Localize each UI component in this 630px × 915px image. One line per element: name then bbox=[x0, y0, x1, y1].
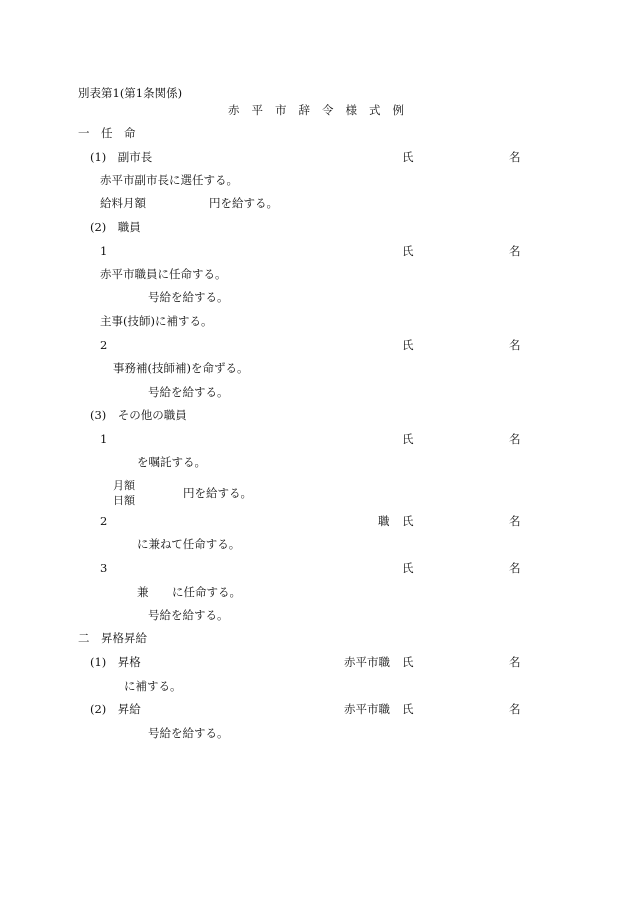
assignment-text: 主事(技師)に補する。 bbox=[100, 314, 213, 328]
given-name-label: 名 bbox=[509, 561, 521, 575]
appointment-text: 赤平市職員に任命する。 bbox=[100, 267, 227, 281]
surname-label: 氏 bbox=[402, 432, 414, 446]
appointment-text: 赤平市副市長に選任する。 bbox=[100, 173, 238, 187]
position-label: 赤平市職 bbox=[344, 655, 390, 669]
pay-grade-text: 号給を給する。 bbox=[148, 608, 229, 622]
pay-grade-text: 号給を給する。 bbox=[148, 290, 229, 304]
salary-text: 円を給する。 bbox=[209, 196, 278, 210]
given-name-label: 名 bbox=[509, 338, 521, 352]
item-number: 3 bbox=[100, 561, 108, 575]
item-number: 1 bbox=[100, 432, 108, 446]
section2-heading: 二 昇格昇給 bbox=[78, 631, 147, 645]
concurrent-label: 兼 bbox=[137, 585, 149, 599]
appendix-header: 別表第1(第1条関係) bbox=[78, 86, 183, 100]
item-number: 2 bbox=[100, 338, 108, 352]
section2-sub1-label: (1) 昇格 bbox=[90, 655, 141, 669]
surname-label: 氏 bbox=[402, 561, 414, 575]
surname-label: 氏 bbox=[402, 150, 414, 164]
section1-sub1-label: (1) 副市長 bbox=[90, 150, 153, 164]
given-name-label: 名 bbox=[509, 514, 521, 528]
section2-sub2-label: (2) 昇給 bbox=[90, 702, 141, 716]
position-label: 赤平市職 bbox=[344, 702, 390, 716]
pay-grade-text: 号給を給する。 bbox=[148, 726, 229, 740]
appointment-text: 事務補(技師補)を命ずる。 bbox=[113, 361, 249, 375]
concurrent-appointment-text: に兼ねて任命する。 bbox=[137, 537, 241, 551]
page-title: 赤平市辞令様式例 bbox=[228, 103, 416, 117]
given-name-label: 名 bbox=[509, 702, 521, 716]
item-number: 1 bbox=[100, 244, 108, 258]
salary-label: 給料月額 bbox=[100, 196, 146, 210]
given-name-label: 名 bbox=[509, 150, 521, 164]
item-number: 2 bbox=[100, 514, 108, 528]
position-label: 職 bbox=[378, 514, 390, 528]
commission-text: を嘱託する。 bbox=[137, 455, 206, 469]
section1-sub2-label: (2) 職員 bbox=[90, 220, 141, 234]
surname-label: 氏 bbox=[402, 514, 414, 528]
given-name-label: 名 bbox=[509, 655, 521, 669]
assignment-text: に補する。 bbox=[124, 679, 182, 693]
surname-label: 氏 bbox=[402, 655, 414, 669]
salary-text: 円を給する。 bbox=[183, 486, 252, 500]
section1-sub3-label: (3) その他の職員 bbox=[90, 408, 187, 422]
surname-label: 氏 bbox=[402, 244, 414, 258]
daily-amount-label: 日額 bbox=[113, 494, 135, 507]
pay-grade-text: 号給を給する。 bbox=[148, 385, 229, 399]
surname-label: 氏 bbox=[402, 702, 414, 716]
monthly-amount-label: 月額 bbox=[113, 479, 135, 492]
given-name-label: 名 bbox=[509, 432, 521, 446]
section1-heading: 一 任 命 bbox=[78, 126, 136, 140]
surname-label: 氏 bbox=[402, 338, 414, 352]
given-name-label: 名 bbox=[509, 244, 521, 258]
appointment-text: に任命する。 bbox=[172, 585, 241, 599]
